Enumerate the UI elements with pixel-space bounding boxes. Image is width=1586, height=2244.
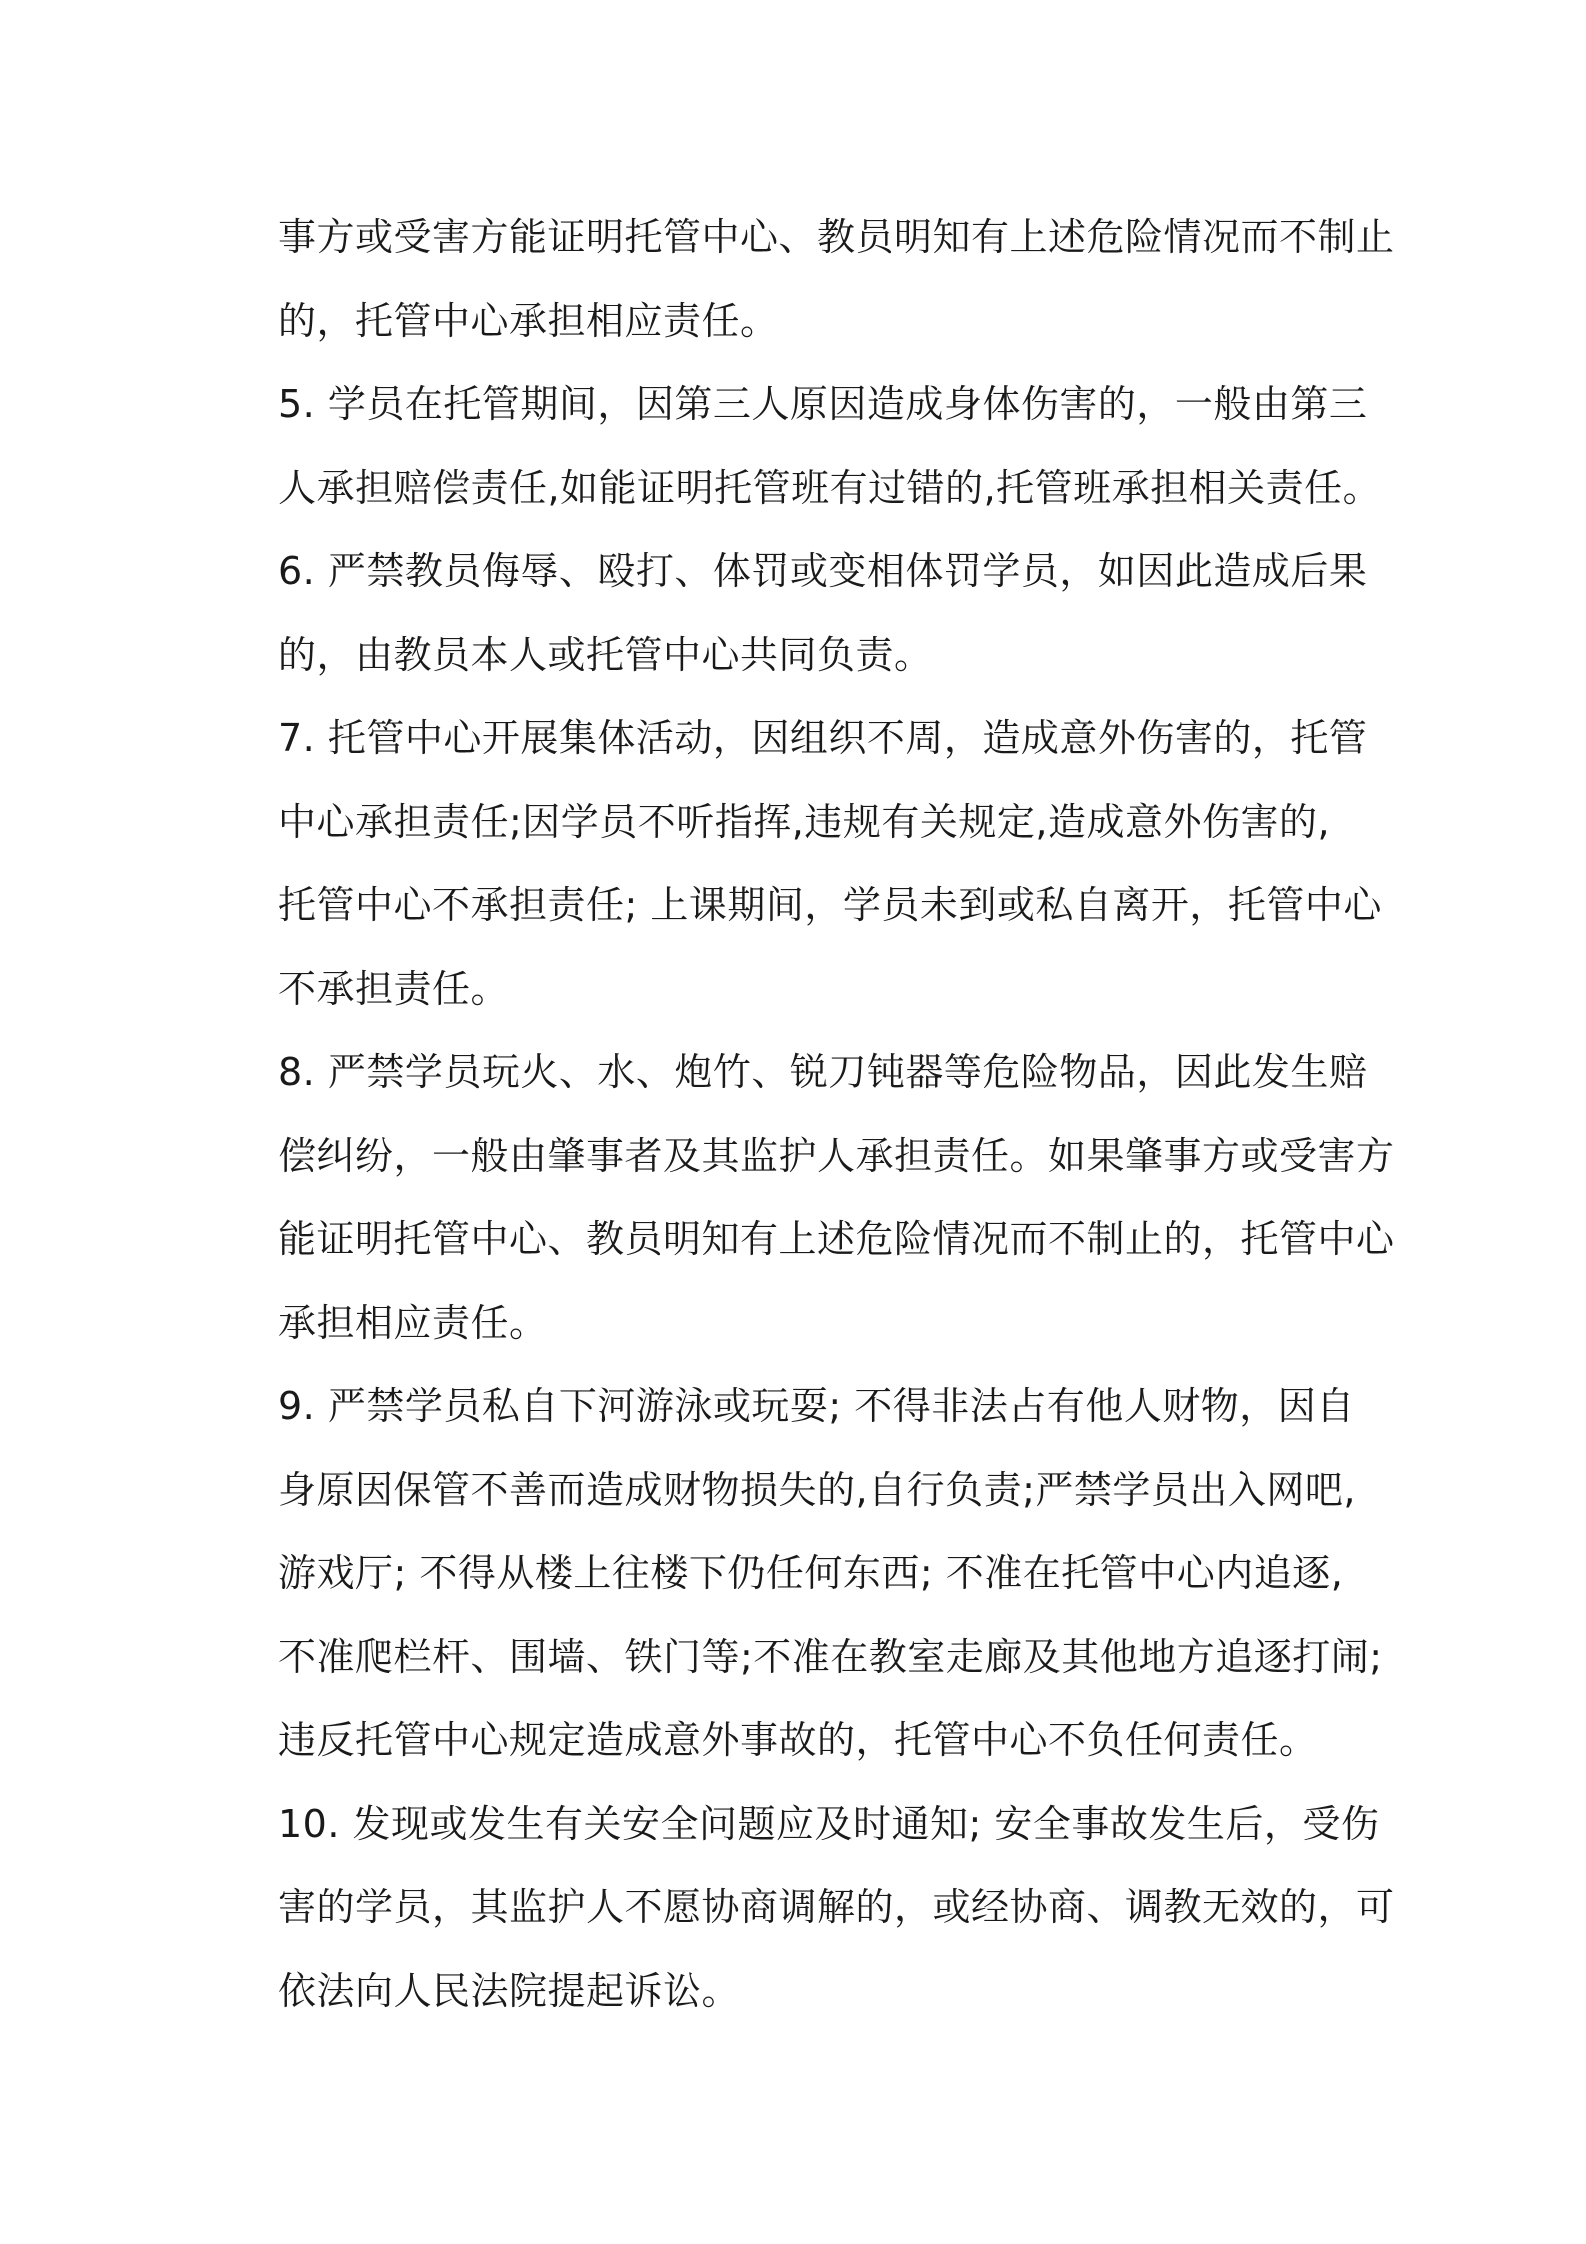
text-line: 7. 托管中心开展集体活动，因组织不周，造成意外伤害的，托管 <box>278 716 1368 760</box>
text-line: 不准爬栏杆、围墙、铁门等;不准在教室走廊及其他地方追逐打闹; <box>278 1634 1383 1679</box>
text-line: 9. 严禁学员私自下河游泳或玩耍; 不得非法占有他人财物，因自 <box>278 1384 1355 1428</box>
text-line: 违反托管中心规定造成意外事故的，托管中心不负任何责任。 <box>278 1718 1318 1762</box>
text-line: 的，托管中心承担相应责任。 <box>278 298 779 343</box>
text-line: 托管中心不承担责任; 上课期间，学员未到或私自离开，托管中心 <box>278 883 1382 927</box>
text-line: 5. 学员在托管期间，因第三人原因造成身体伤害的，一般由第三 <box>278 382 1368 426</box>
paragraph-10 <box>278 1783 1395 2034</box>
text-line: 的，由教员本人或托管中心共同负责。 <box>278 632 933 677</box>
text-line: 身原因保管不善而造成财物损失的,自行负责;严禁学员出入网吧, <box>278 1467 1356 1512</box>
text-line: 依法向人民法院提起诉讼。 <box>278 1968 741 2013</box>
text-line: 中心承担责任;因学员不听指挥,违规有关规定,造成意外伤害的, <box>278 799 1331 844</box>
text-line: 10. 发现或发生有关安全问题应及时通知; 安全事故发生后，受伤 <box>278 1801 1380 1846</box>
text-line: 6. 严禁教员侮辱、殴打、体罚或变相体罚学员，如因此造成后果 <box>278 549 1368 593</box>
text-line: 能证明托管中心、教员明知有上述危险情况而不制止的，托管中心 <box>278 1217 1395 1261</box>
text-line: 不承担责任。 <box>278 966 510 1011</box>
paragraph-8 <box>278 1031 1395 1365</box>
paragraph-4-continuation <box>278 196 1395 363</box>
text-line: 害的学员，其监护人不愿协商调解的，或经协商、调教无效的，可 <box>278 1885 1395 1929</box>
text-line: 承担相应责任。 <box>278 1300 548 1345</box>
text-line: 人承担赔偿责任,如能证明托管班有过错的,托管班承担相关责任。 <box>278 465 1382 510</box>
text-line: 游戏厅; 不得从楼上往楼下仍任何东西; 不准在托管中心内追逐, <box>278 1551 1344 1595</box>
text-line: 事方或受害方能证明托管中心、教员明知有上述危险情况而不制止 <box>278 215 1395 259</box>
paragraph-5 <box>278 363 1382 530</box>
paragraph-6 <box>278 530 1368 697</box>
paragraph-7 <box>278 697 1382 1031</box>
document-body <box>278 196 1395 2033</box>
text-line: 8. 严禁学员玩火、水、炮竹、锐刀钝器等危险物品，因此发生赔 <box>278 1050 1368 1094</box>
paragraph-9 <box>278 1365 1383 1783</box>
text-line: 偿纠纷，一般由肇事者及其监护人承担责任。如果肇事方或受害方 <box>278 1133 1395 1178</box>
